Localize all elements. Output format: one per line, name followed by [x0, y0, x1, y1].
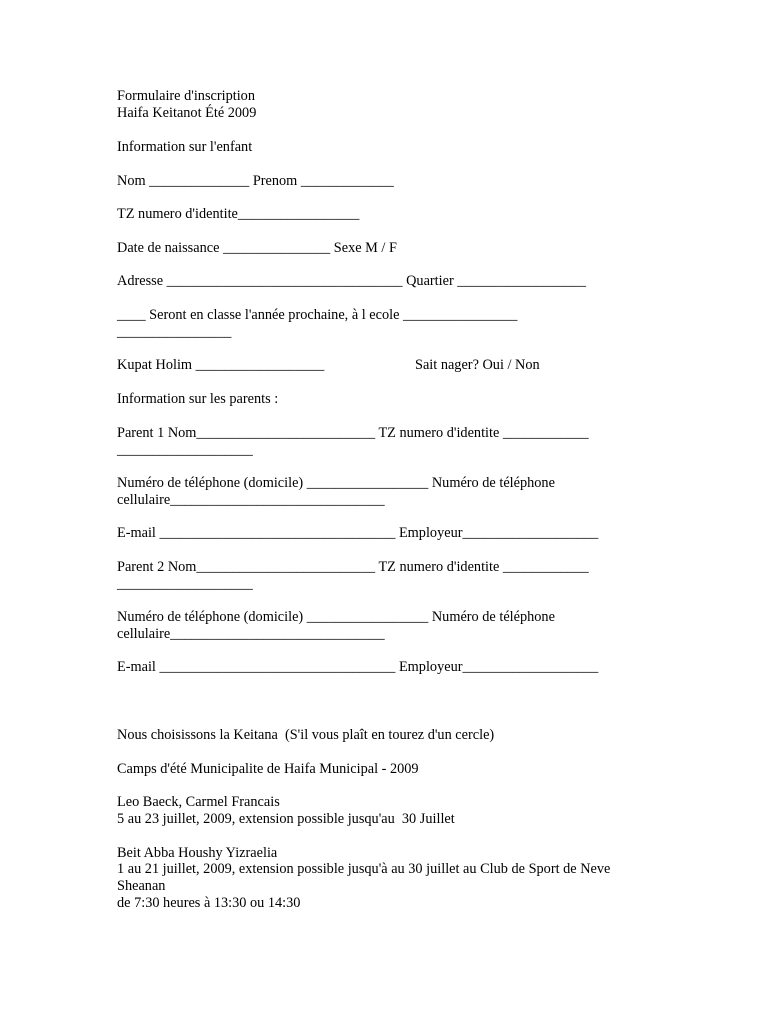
- swim-question: Sait nager? Oui / Non: [415, 357, 540, 373]
- camp1-name: Leo Baeck, Carmel Francais: [117, 794, 280, 810]
- parent2-cell-field: cellulaire______________________________: [117, 626, 385, 642]
- form-title: Formulaire d'inscription: [117, 88, 255, 104]
- child-school-field: ____ Seront en classe l'année prochaine, à l ecole ________________: [117, 307, 518, 323]
- kupat-holim-field: Kupat Holim __________________: [117, 357, 325, 373]
- form-subtitle: Haifa Keitanot Été 2009: [117, 105, 257, 121]
- parent2-name-id-field-continued: ___________________: [117, 576, 253, 592]
- parent1-cell-field: cellulaire______________________________: [117, 492, 385, 508]
- parent1-name-id-field-continued: ___________________: [117, 442, 253, 458]
- camps-title: Camps d'été Municipalite de Haifa Municipal - 2009: [117, 761, 419, 777]
- child-name-field: Nom ______________ Prenom _____________: [117, 173, 394, 189]
- camp2-hours: de 7:30 heures à 13:30 ou 14:30: [117, 895, 301, 911]
- parent1-name-id-field: Parent 1 Nom_________________________ TZ numero d'identite ____________: [117, 425, 589, 441]
- parent1-email-employer-field: E-mail _________________________________ Employeur___________________: [117, 525, 599, 541]
- parents-section-heading: Information sur les parents :: [117, 391, 279, 407]
- child-school-field-continued: ________________: [117, 324, 232, 340]
- child-section-heading: Information sur l'enfant: [117, 139, 253, 155]
- camp2-dates-continued: Sheanan: [117, 878, 166, 894]
- child-address-field: Adresse _________________________________ Quartier __________________: [117, 273, 586, 289]
- child-id-field: TZ numero d'identite_________________: [117, 206, 360, 222]
- child-birth-sex-field: Date de naissance _______________ Sexe M / F: [117, 240, 397, 256]
- keitana-choice-instruction: Nous choisissons la Keitana (S'il vous plaît en tourez d'un cercle): [117, 727, 495, 743]
- parent2-email-employer-field: E-mail _________________________________ Employeur___________________: [117, 659, 599, 675]
- camp1-dates: 5 au 23 juillet, 2009, extension possible jusqu'au 30 Juillet: [117, 811, 455, 827]
- parent2-name-id-field: Parent 2 Nom_________________________ TZ numero d'identite ____________: [117, 559, 589, 575]
- parent1-phone-field: Numéro de téléphone (domicile) _________________ Numéro de téléphone: [117, 475, 555, 491]
- parent2-phone-field: Numéro de téléphone (domicile) _________________ Numéro de téléphone: [117, 609, 555, 625]
- camp2-dates: 1 au 21 juillet, 2009, extension possible jusqu'à au 30 juillet au Club de Sport de Neve: [117, 861, 611, 877]
- camp2-name: Beit Abba Houshy Yizraelia: [117, 845, 278, 861]
